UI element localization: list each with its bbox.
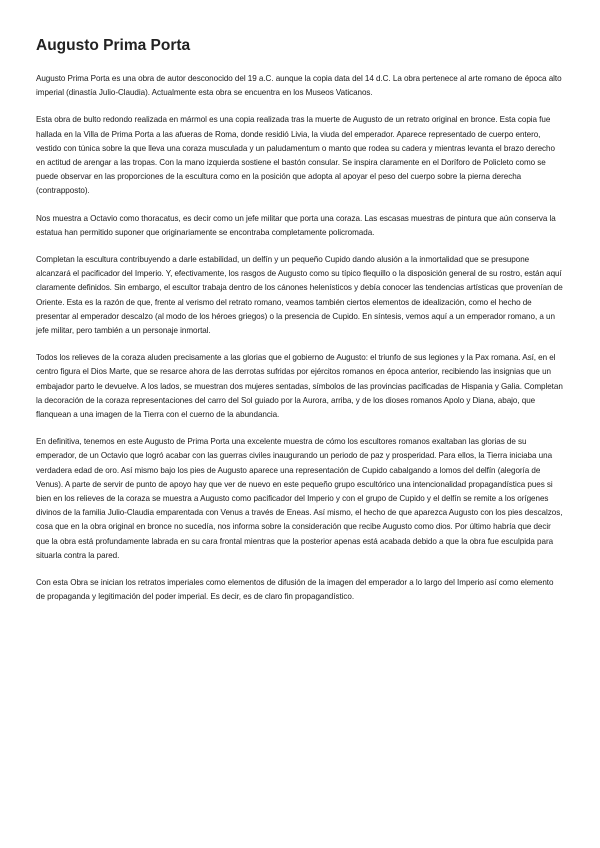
document-title: Augusto Prima Porta (36, 37, 191, 54)
paragraph-thoracatus: Nos muestra a Octavio como thoracatus, es decir como un jefe militar que porta una coraza. Las escasas muestras de pintura que aún conserva la estatua han permitido suponer que originariamente se encontraba completamente policromada. (36, 213, 556, 237)
paragraph-dolphin-cupid: Completan la escultura contribuyendo a darle estabilidad, un delfín y un pequeño Cupido dando alusión a la inmortalidad que se presupone alcanzará el pacificador del Imperio. Y, efectivamente, los rasgos de Augusto como su típico flequillo o la disposición general de su rostro, están aquí claramente definidos. Sin embargo, el escultor trabaja dentro de los cánones helenísticos y debía conocer las tendencias artísticas que provenían de Oriente. Esta es la razón de que, frente al verismo del retrato romano, veamos también ciertos elementos de idealización, como el hecho de presentar al emperador descalzo (al modo de los héroes griegos) o la presencia de Cupido. En síntesis, vemos aquí a un emperador romano, a un jefe militar, pero también a un personaje inmortal. (36, 255, 563, 336)
paragraph-cuirass-reliefs: Todos los relieves de la coraza aluden precisamente a las glorias que el gobierno de Augusto: el triunfo de sus legiones y la Pax romana. Así, en el centro figura el Dios Marte, que se resarce ahora de las derrotas sufridas por ejércitos romanos en época anterior, recibiendo las insignias que un embajador parto le devuelve. A los lados, se muestran dos mujeres sentadas, símbolos de las provincias pacificadas de Hispania y Galia. Completan la decoración de la coraza representaciones del carro del Sol guiado por la Aurora, arriba, y de los dioses romanos Apolo y Diana, abajo, que flanquean a una imagen de la Tierra con el cuerno de la abundancia. (36, 353, 563, 420)
paragraph-propaganda: Con esta Obra se inician los retratos imperiales como elementos de difusión de la imagen del emperador a lo largo del Imperio así como elemento de propaganda y legitimación del poder imperial. Es decir, es de claro fin propagandístico. (36, 578, 554, 602)
document-page (36, 36, 564, 618)
paragraph-description: Esta obra de bulto redondo realizada en mármol es una copia realizada tras la muerte de Augusto de un retrato original en bronce. Esta copia fue hallada en la Villa de Prima Porta a las afueras de Roma, donde residió Livia, la viuda del emperador. Aparece representado de cuerpo entero, vestido con túnica sobre la que lleva una coraza musculada y un paludamentum o manto que rodea su cadera y mientras levanta el brazo derecho en actitud de arengar a las tropas. Con la mano izquierda sostiene el bastón consular. Se inspira claramente en el Doríforo de Policleto como se puede observar en las proporciones de la escultura como en la posición que adopta al apoyar el peso del cuerpo sobre la pierna derecha (contrapposto). (36, 115, 555, 196)
paragraph-intro: Augusto Prima Porta es una obra de autor desconocido del 19 a.C. aunque la copia data del 14 d.C. La obra pertenece al arte romano de época alto imperial (dinastía Julio-Claudia). Actualmente esta obra se encuentra en los Museos Vaticanos. (36, 74, 562, 98)
paragraph-conclusion: En definitiva, tenemos en este Augusto de Prima Porta una excelente muestra de cómo los escultores romanos exaltaban las glorias de su emperador, de un Octavio que logró acabar con las guerras civiles inaugurando un periodo de paz y prosperidad. Para ellos, la Tierra iniciaba una verdadera edad de oro. Así mismo bajo los pies de Augusto aparece una representación de Cupido cabalgando a lomos del delfín (alegoría de Venus). A parte de servir de punto de apoyo hay que ver de nuevo en este pequeño grupo escultórico una intencionalidad propagandística pues si bien en los relieves de la coraza se muestra a Augusto como pacificador del Imperio y con el grupo de Cupido y el delfín se remite a los orígenes divinos de la familia Julio-Claudia emparentada con Venus a través de Eneas. Así mismo, el hecho de que aparezca Augusto con los pies descalzos, cosa que en la obra original en bronce no sucedía, nos informa sobre la consideración que recibe Augusto como dios. Por último habría que decir que la obra está profundamente labrada en su cara frontal mientras que la posterior apenas está acabada debido a que la obra fue esculpida para situarla contra la pared. (36, 437, 563, 560)
